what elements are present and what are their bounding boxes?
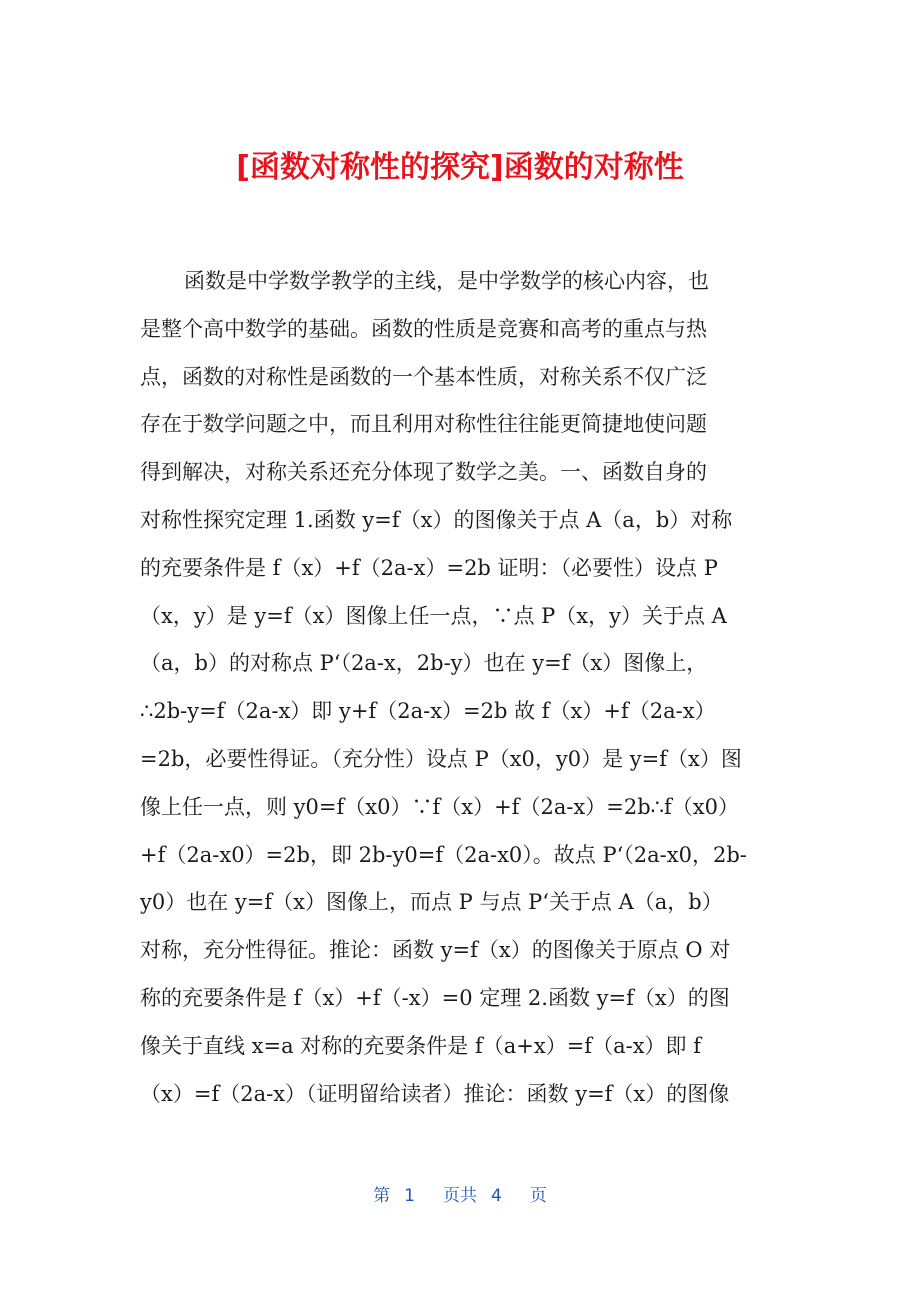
body-line: y0）也在 y=f（x）图像上，而点 P 与点 P‘关于点 A（a，b） (140, 890, 723, 915)
body-line: （a，b）的对称点 P‘（2a-x，2b-y）也在 y=f（x）图像上， (140, 651, 708, 676)
body-line: ∴2b-y=f（2a-x）即 y+f（2a-x）=2b 故 f（x）+f（2a-x） (140, 699, 716, 724)
page-middle: 页共 (443, 1186, 477, 1206)
body-line: 对称，充分性得征。推论：函数 y=f（x）的图像关于原点 O 对 (140, 938, 731, 963)
body-line: 对称性探究定理 1.函数 y=f（x）的图像关于点 A（a，b）对称 (140, 507, 733, 532)
body-line: 是整个高中数学的基础。函数的性质是竞赛和高考的重点与热 (140, 316, 707, 341)
body-line: 点，函数的对称性是函数的一个基本性质，对称关系不仅广泛 (140, 364, 707, 389)
body-line: 像关于直线 x=a 对称的充要条件是 f（a+x）=f（a-x）即 f (140, 1033, 701, 1058)
page-suffix: 页 (529, 1186, 547, 1206)
body-line: 像上任一点，则 y0=f（x0）∵f（x）+f（2a-x）=2b∴f（x0） (140, 794, 740, 819)
body-line: （x）=f（2a-x）（证明留给读者）推论：函数 y=f（x）的图像 (140, 1081, 730, 1106)
page-footer (0, 1182, 920, 1210)
page-total: 4 (491, 1186, 502, 1206)
page-current: 1 (404, 1186, 415, 1206)
document-body (140, 258, 780, 1118)
body-line: +f（2a-x0）=2b，即 2b-y0=f（2a-x0）。故点 P‘（2a-x0，2b- (140, 842, 747, 867)
document-title: [函数对称性的探究]函数的对称性 (236, 150, 684, 185)
body-line: （x，y）是 y=f（x）图像上任一点，∵点 P（x，y）关于点 A (140, 603, 727, 628)
body-line: 得到解决，对称关系还充分体现了数学之美。一、函数自身的 (140, 460, 707, 485)
body-line: 函数是中学数学教学的主线，是中学数学的核心内容，也 (184, 269, 709, 293)
body-line: =2b，必要性得证。（充分性）设点 P（x0，y0）是 y=f（x）图 (140, 746, 742, 771)
body-line: 称的充要条件是 f（x）+f（-x）=0 定理 2.函数 y=f（x）的图 (140, 985, 730, 1010)
body-line: 的充要条件是 f（x）+f（2a-x）=2b 证明：（必要性）设点 P (140, 555, 718, 580)
body-line: 存在于数学问题之中，而且利用对称性往往能更简捷地使问题 (140, 412, 707, 437)
page-prefix: 第 (373, 1186, 391, 1206)
